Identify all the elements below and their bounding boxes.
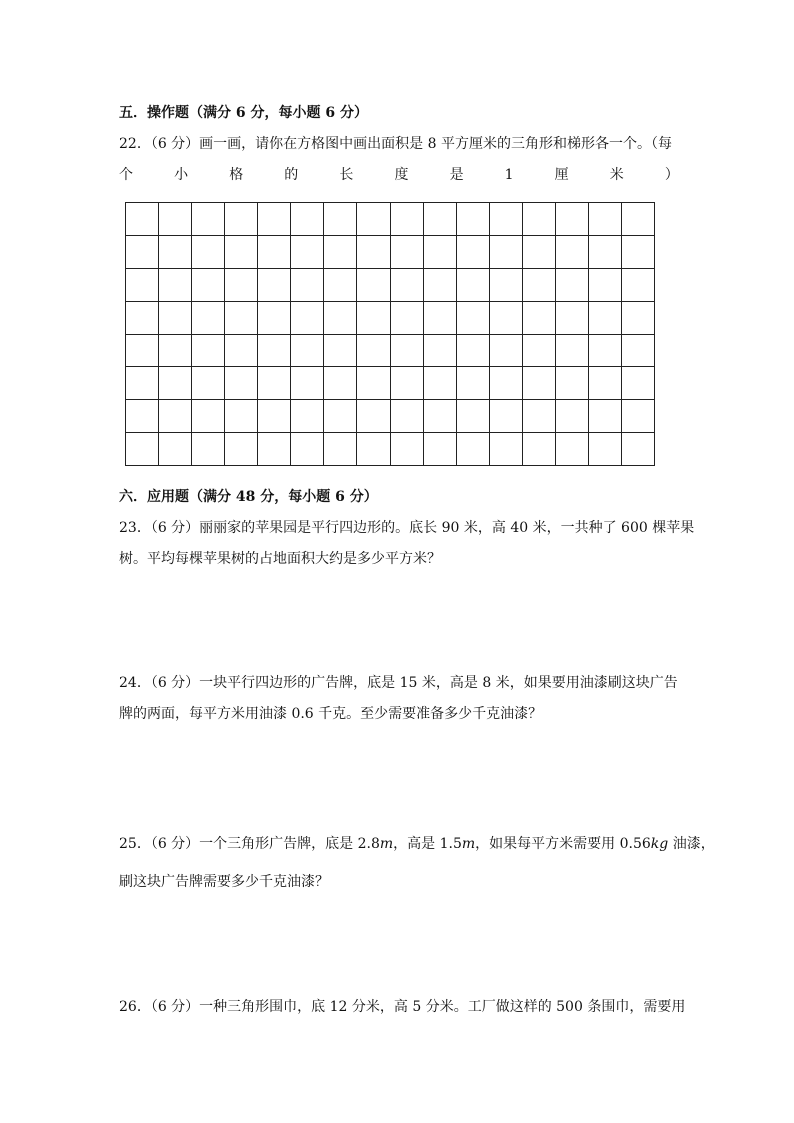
- grid-cell: [424, 433, 457, 466]
- grid-cell: [291, 335, 324, 368]
- grid-cell: [490, 367, 523, 400]
- grid-cell: [225, 400, 258, 433]
- grid-cell: [126, 335, 159, 368]
- q25-text: 25．（6 分）一个三角形广告牌，底是 2.8: [119, 836, 380, 852]
- q22-char: 格: [229, 167, 244, 183]
- grid-cell: [291, 302, 324, 335]
- grid-cell: [589, 302, 622, 335]
- grid-cell: [357, 302, 390, 335]
- grid-cell: [589, 269, 622, 302]
- grid-cell: [424, 302, 457, 335]
- grid-cell: [291, 236, 324, 269]
- grid-cell: [357, 203, 390, 236]
- grid-cell: [622, 302, 655, 335]
- grid-cell: [523, 302, 556, 335]
- grid-cell: [192, 367, 225, 400]
- question-22-line-2: [119, 165, 679, 185]
- grid-cell: [258, 269, 291, 302]
- grid-cell: [324, 269, 357, 302]
- grid-cell: [556, 335, 589, 368]
- q22-char: 是: [449, 167, 464, 183]
- grid-cell: [391, 302, 424, 335]
- grid-cell: [192, 433, 225, 466]
- grid-cell: [324, 433, 357, 466]
- grid-cell: [225, 433, 258, 466]
- grid-cell: [192, 203, 225, 236]
- grid-cell: [424, 400, 457, 433]
- question-23-line-1: 23．（6 分）丽丽家的苹果园是平行四边形的。底长 90 米，高 40 米，一共种了 600 棵苹果: [119, 520, 695, 536]
- grid-cell: [556, 269, 589, 302]
- grid-cell: [357, 269, 390, 302]
- grid-cell: [357, 433, 390, 466]
- q22-char: 个: [119, 167, 133, 183]
- grid-cell: [457, 302, 490, 335]
- grid-cell: [490, 335, 523, 368]
- grid-cell: [126, 400, 159, 433]
- grid-cell: [159, 367, 192, 400]
- grid-cell: [490, 400, 523, 433]
- grid-cell: [391, 236, 424, 269]
- q25-unit-m: m: [379, 836, 394, 852]
- grid-cell: [225, 236, 258, 269]
- grid-cell: [457, 400, 490, 433]
- grid-cell: [622, 203, 655, 236]
- grid-cell: [159, 400, 192, 433]
- grid-cell: [523, 400, 556, 433]
- grid-cell: [523, 269, 556, 302]
- grid-cell: [556, 302, 589, 335]
- section-6-heading: 六．应用题（满分 48 分，每小题 6 分）: [119, 489, 378, 505]
- grid-cell: [258, 302, 291, 335]
- grid-cell: [291, 433, 324, 466]
- grid-cell: [622, 236, 655, 269]
- q25-text: ，高是 1.5: [393, 836, 462, 852]
- grid-cell: [490, 203, 523, 236]
- q22-char: 厘: [554, 167, 569, 183]
- grid-cell: [424, 236, 457, 269]
- grid-cell: [622, 367, 655, 400]
- q22-char: 长: [339, 167, 354, 183]
- grid-cell: [126, 203, 159, 236]
- question-24-line-1: 24．（6 分）一块平行四边形的广告牌，底是 15 米，高是 8 米，如果要用油漆刷这块广告: [119, 675, 678, 691]
- grid-cell: [291, 203, 324, 236]
- grid-cell: [225, 335, 258, 368]
- grid-cell: [225, 203, 258, 236]
- grid-cell: [391, 367, 424, 400]
- question-23-line-2: 树。平均每棵苹果树的占地面积大约是多少平方米？: [119, 551, 441, 567]
- grid-cell: [225, 269, 258, 302]
- grid-cell: [457, 203, 490, 236]
- grid-cell: [622, 335, 655, 368]
- grid-cell: [192, 400, 225, 433]
- grid-cell: [159, 302, 192, 335]
- grid-cell: [457, 433, 490, 466]
- grid-cell: [357, 367, 390, 400]
- grid-cell: [622, 400, 655, 433]
- section-5-heading: 五．操作题（满分 6 分，每小题 6 分）: [119, 105, 368, 121]
- grid-cell: [391, 335, 424, 368]
- question-22-line-1: 22．（6 分）画一画，请你在方格图中画出面积是 8 平方厘米的三角形和梯形各一个。（每: [119, 136, 672, 152]
- question-25-line-1: [119, 834, 715, 854]
- grid-cell: [424, 367, 457, 400]
- grid-cell: [490, 302, 523, 335]
- grid-cell: [126, 302, 159, 335]
- q22-char: ）: [664, 167, 679, 183]
- grid-cell: [622, 269, 655, 302]
- grid-cell: [523, 367, 556, 400]
- grid-cell: [159, 236, 192, 269]
- q25-text: ，如果每平方米需要用 0.56: [475, 836, 651, 852]
- grid-cell: [556, 367, 589, 400]
- grid-cell: [291, 269, 324, 302]
- grid-cell: [556, 203, 589, 236]
- grid-cell: [291, 367, 324, 400]
- q22-char: 度: [394, 167, 409, 183]
- grid-cell: [126, 269, 159, 302]
- grid-cell: [490, 269, 523, 302]
- grid-cell: [324, 203, 357, 236]
- grid-cell: [457, 335, 490, 368]
- grid-cell: [192, 335, 225, 368]
- q22-char: 米: [609, 167, 624, 183]
- grid-cell: [556, 433, 589, 466]
- q22-char: 小: [174, 167, 189, 183]
- grid-cell: [126, 236, 159, 269]
- grid-cell: [457, 367, 490, 400]
- grid-cell: [192, 236, 225, 269]
- grid-cell: [523, 236, 556, 269]
- grid-cell: [324, 236, 357, 269]
- grid-cell: [391, 203, 424, 236]
- grid-cell: [258, 433, 291, 466]
- square-grid: [125, 202, 655, 466]
- grid-cell: [622, 433, 655, 466]
- grid-cell: [159, 203, 192, 236]
- grid-cell: [225, 367, 258, 400]
- grid-cell: [589, 335, 622, 368]
- grid-cell: [258, 400, 291, 433]
- grid-cell: [424, 203, 457, 236]
- grid-cell: [159, 269, 192, 302]
- grid-cell: [391, 433, 424, 466]
- question-24-line-2: 牌的两面，每平方米用油漆 0.6 千克。至少需要准备多少千克油漆？: [119, 706, 543, 722]
- grid-cell: [589, 236, 622, 269]
- grid-cell: [556, 400, 589, 433]
- grid-cell: [324, 302, 357, 335]
- grid-cell: [324, 335, 357, 368]
- grid-cell: [523, 203, 556, 236]
- grid-cell: [126, 433, 159, 466]
- grid-cell: [324, 367, 357, 400]
- grid-cell: [523, 335, 556, 368]
- question-25-line-2: 刷这块广告牌需要多少千克油漆？: [119, 874, 329, 890]
- grid-cell: [589, 203, 622, 236]
- q22-char: 1: [504, 167, 514, 183]
- grid-cell: [424, 269, 457, 302]
- grid-cell: [357, 236, 390, 269]
- q25-text: 油漆，: [668, 836, 715, 852]
- grid-cell: [357, 400, 390, 433]
- grid-cell: [192, 269, 225, 302]
- grid-cell: [457, 269, 490, 302]
- grid-cell: [556, 236, 589, 269]
- grid-cell: [391, 269, 424, 302]
- grid-cell: [324, 400, 357, 433]
- q25-unit-kg: kg: [650, 836, 669, 852]
- grid-cell: [589, 400, 622, 433]
- grid-cell: [258, 203, 291, 236]
- grid-cell: [258, 236, 291, 269]
- grid-cell: [424, 335, 457, 368]
- q22-char: 的: [284, 167, 299, 183]
- grid-cell: [523, 433, 556, 466]
- grid-cell: [457, 236, 490, 269]
- question-26-line-1: 26．（6 分）一种三角形围巾，底 12 分米，高 5 分米。工厂做这样的 500 条围巾，需要用: [119, 999, 686, 1015]
- grid-cell: [490, 236, 523, 269]
- grid-cell: [258, 367, 291, 400]
- grid-cell: [589, 367, 622, 400]
- grid-cell: [159, 433, 192, 466]
- grid-cell: [159, 335, 192, 368]
- q25-unit-m: m: [461, 836, 476, 852]
- grid-cell: [391, 400, 424, 433]
- grid-cell: [291, 400, 324, 433]
- grid-cell: [490, 433, 523, 466]
- grid-cell: [357, 335, 390, 368]
- grid-cell: [192, 302, 225, 335]
- grid-cell: [589, 433, 622, 466]
- grid-cell: [225, 302, 258, 335]
- grid-cell: [258, 335, 291, 368]
- grid-cell: [126, 367, 159, 400]
